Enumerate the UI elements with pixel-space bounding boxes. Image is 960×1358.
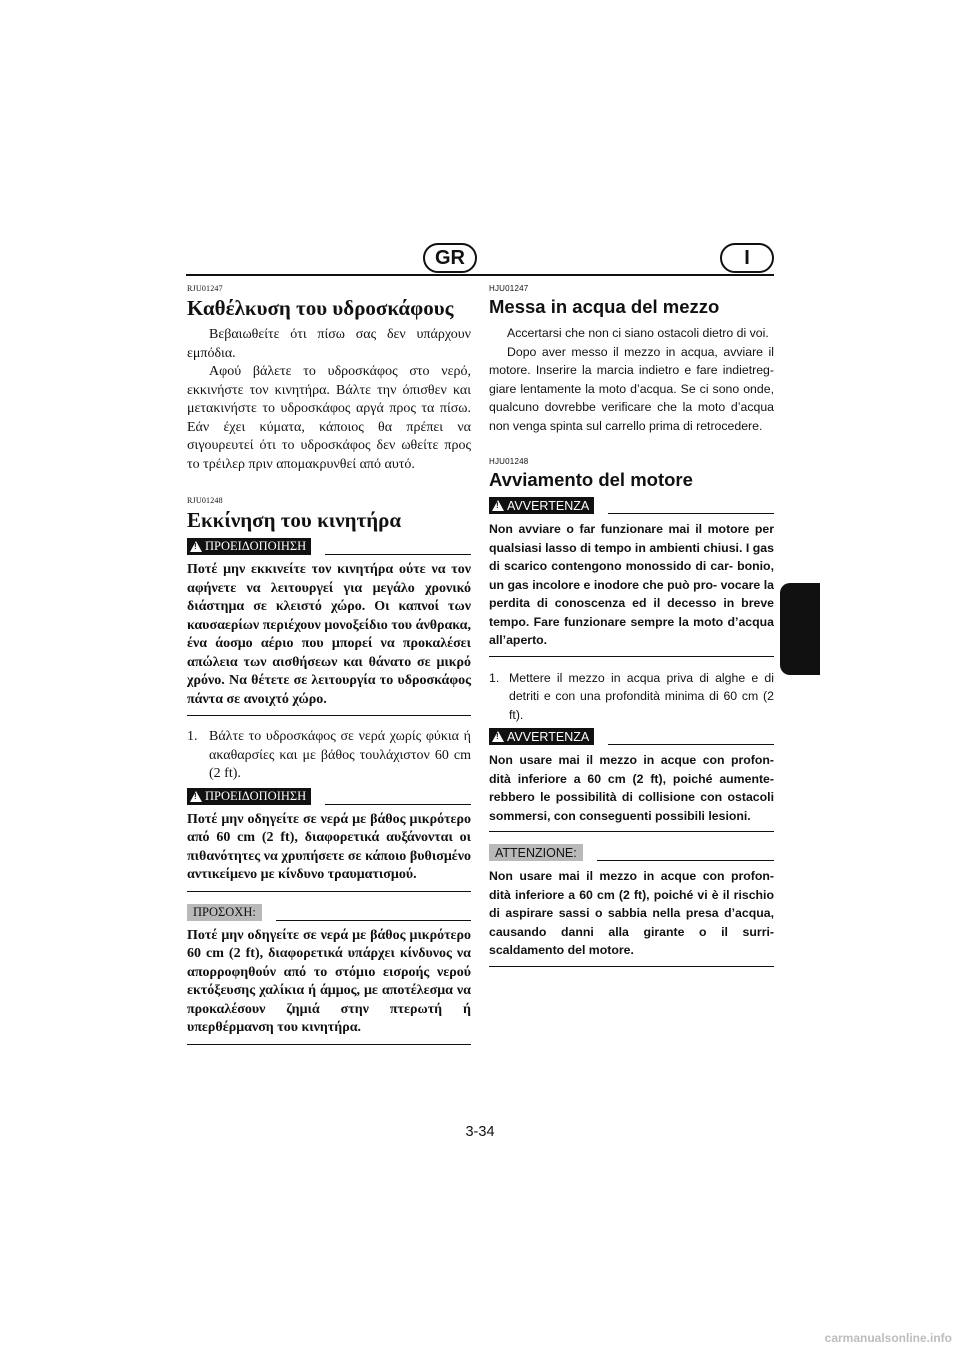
warning-box: Non avviare o far funzionare mai il motore per qualsiasi lasso di tempo in ambienti chiusi. I gas di scarico contengono monossido di car- bonio, un gas incolore e inodore che può pro- vocare la perdita di conoscenza ed il decesso in breve tempo. Fare funzionare sempre la moto d’acqua all’aperto.	[489, 520, 774, 657]
paragraph: Βεβαιωθείτε ότι πίσω σας δεν υπάρχουν εμπόδια.	[187, 327, 471, 361]
warning-box: Ποτέ μην οδηγείτε σε νερά με βάθος μικρότερο από 60 cm (2 ft), διαφορετικά αυξάνονται οι πιθανότητες να χρυπήσετε σε κάποιο βυθισμένο αντικείμενο με κίνδυνο τραυματισμού.	[187, 811, 471, 892]
section-title: Messa in acqua del mezzo	[489, 296, 720, 317]
watermark: carmanualsonline.info	[824, 1331, 952, 1345]
caution-badge: ATTENZIONE:	[489, 844, 583, 861]
paragraph: Dopo aver messo il mezzo in acqua, avviare il motore. Inserire la marcia indietro e fare indietreg- giare lentamente la moto d’acqua. Se ci sono onde, qualcuno dovrebbe verificare che la moto d’acqua non venga spinta sul carrello prima di retrocedere.	[489, 344, 774, 433]
warning-header	[187, 788, 471, 805]
caution-header	[489, 844, 774, 861]
header-rule	[186, 274, 774, 276]
caution-box: Ποτέ μην οδηγείτε σε νερά με βάθος μικρότερο 60 cm (2 ft), διαφορετικά υπάρχει κίνδυνος να απορροφηθούν από το στόμιο εισροής νερού εκτόξευσης χαλίκια ή άμμος, με αποτέλεσμα να προκαλέσουν ζημιά στην πτερωτή ή υπερθέρμανση του κινητήρα.	[187, 927, 471, 1045]
section-code: RJU01248	[187, 496, 223, 505]
paragraph: Αφού βάλετε το υδροσκάφος στο νερό, εκκινήστε τον κινητήρα. Βάλτε την όπισθεν και μετακινήστε το υδροσκάφος αργά προς τα πίσω. Εάν έχει κύματα, κάποιος θα πρέπει να σιγουρευτεί ότι το υδροσκάφος δεν ωθείτε προς το τρέιλερ πριν απομακρυνθεί από αυτό.	[187, 364, 471, 472]
language-badge-gr: GR	[423, 243, 477, 273]
paragraph: Accertarsi che non ci siano ostacoli dietro di voi.	[507, 326, 769, 340]
warning-triangle-icon	[190, 541, 202, 552]
caution-header	[187, 904, 471, 921]
section-code: HJU01247	[489, 284, 529, 293]
language-badge-i: I	[720, 243, 774, 273]
warning-badge: ! AVVERTENZA	[489, 728, 594, 745]
warning-header	[187, 538, 471, 555]
warning-triangle-icon	[492, 500, 504, 511]
warning-triangle-icon	[492, 731, 504, 742]
chapter-tab	[780, 583, 820, 675]
warning-badge: ! ΠΡΟΕΙΔΟΠΟΙΗΣΗ	[187, 788, 311, 805]
list-item: 1. Mettere il mezzo in acqua priva di alghe e di detriti e con una profondità minima di 60 cm (2 ft).	[489, 670, 774, 722]
caution-box: Non usare mai il mezzo in acque con profon- dità inferiore a 60 cm (2 ft), poiché vi è il rischio di aspirare sassi o sabbia nella presa d’acqua, causando danni alla girante o il surri- scaldamento del motore.	[489, 867, 774, 967]
warning-header	[489, 497, 774, 514]
page-number: 3-34	[465, 1124, 495, 1140]
warning-badge: ! ΠΡΟΕΙΔΟΠΟΙΗΣΗ	[187, 538, 311, 555]
section-code: HJU01248	[489, 457, 529, 466]
warning-box: Ποτέ μην εκκινείτε τον κινητήρα ούτε να τον αφήνετε να λειτουργεί για μεγάλο χρονικό διάστημα σε κλειστό χώρο. Οι καπνοί των καυσαερίων περιέχουν μονοξείδιο του άνθρακα, ένα άοσμο αέριο που μπορεί να προκαλέσει απώλεια των αισθήσεων και θάνατο σε μικρό χρόνο. Να θέτετε σε λειτουργία το υδροσκάφος πάντα σε ανοιχτό χώρο.	[187, 561, 471, 716]
warning-box: Non usare mai il mezzo in acque con profon- dità inferiore a 60 cm (2 ft), poiché aumente- rebbero le possibilità di collisione con ostacoli sommersi, con conseguenti possibili lesioni.	[489, 751, 774, 832]
warning-badge: ! AVVERTENZA	[489, 497, 594, 514]
section-title: Avviamento del motore	[489, 469, 693, 490]
list-item: 1. Βάλτε το υδροσκάφος σε νερά χωρίς φύκια ή ακαθαρσίες και με βάθος τουλάχιστον 60 cm (2 ft).	[187, 729, 471, 781]
caution-badge: ΠΡΟΣΟΧΗ:	[187, 904, 262, 921]
section-title: Εκκίνηση του κινητήρα	[187, 508, 402, 532]
section-code: RJU01247	[187, 284, 223, 293]
section-title: Καθέλκυση του υδροσκάφους	[187, 296, 454, 320]
italian-column	[489, 284, 774, 979]
warning-triangle-icon	[190, 791, 202, 802]
greek-column	[187, 284, 471, 1057]
warning-header	[489, 728, 774, 745]
